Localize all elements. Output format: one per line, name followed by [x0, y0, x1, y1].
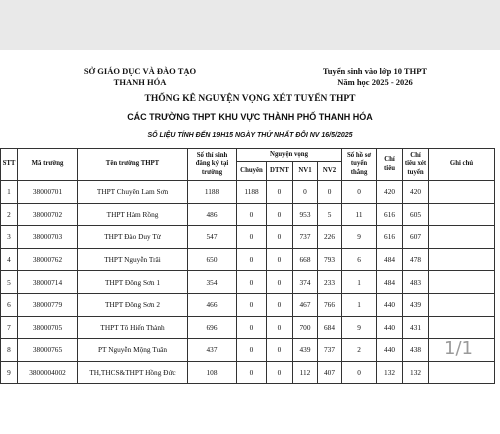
cell-ma: 38000765 — [18, 339, 78, 362]
cell-dangky: 486 — [188, 203, 237, 226]
cell-nv1: 700 — [293, 316, 318, 339]
cell-nv2: 737 — [318, 339, 342, 362]
cell-ma: 38000762 — [18, 248, 78, 271]
table-body — [1, 181, 495, 384]
cell-chitieu: 484 — [377, 248, 403, 271]
cell-ten: THPT Tô Hiến Thành — [78, 316, 188, 339]
cell-ghichu — [429, 226, 495, 249]
cell-chuyen: 0 — [237, 226, 267, 249]
cell-nv2: 684 — [318, 316, 342, 339]
table-row — [1, 271, 495, 294]
cell-chitieu: 484 — [377, 271, 403, 294]
cell-ten: THPT Đông Sơn 2 — [78, 293, 188, 316]
cell-ghichu — [429, 203, 495, 226]
header-quota: Chỉ tiêu — [377, 149, 403, 181]
cell-nv2: 407 — [318, 361, 342, 384]
cell-stt: 4 — [1, 248, 18, 271]
table-row — [1, 361, 495, 384]
cell-chuyen: 0 — [237, 203, 267, 226]
cell-ghichu — [429, 361, 495, 384]
header-registered: Số thí sinh đăng ký tại trường — [188, 149, 237, 181]
cell-xettuyen: 439 — [403, 293, 429, 316]
cell-ma: 38000705 — [18, 316, 78, 339]
cell-nv2: 766 — [318, 293, 342, 316]
cell-stt: 3 — [1, 226, 18, 249]
cell-stt: 6 — [1, 293, 18, 316]
cell-ma: 38000714 — [18, 271, 78, 294]
cell-chuyen: 0 — [237, 316, 267, 339]
data-timestamp-note: SỐ LIỆU TÍNH ĐẾN 19H15 NGÀY THỨ NHẤT ĐỔI NV 16/5/2025 — [147, 132, 353, 139]
cell-nv2: 0 — [318, 181, 342, 204]
cell-ma: 3800004002 — [18, 361, 78, 384]
cell-ten: THPT Đông Sơn 1 — [78, 271, 188, 294]
cell-nv1: 467 — [293, 293, 318, 316]
cell-thang: 2 — [342, 339, 377, 362]
cell-nv1: 439 — [293, 339, 318, 362]
cell-ma: 38000703 — [18, 226, 78, 249]
cell-dangky: 696 — [188, 316, 237, 339]
cell-xettuyen: 132 — [403, 361, 429, 384]
cell-nv1: 112 — [293, 361, 318, 384]
cell-xettuyen: 607 — [403, 226, 429, 249]
cell-dangky: 1188 — [188, 181, 237, 204]
cell-chuyen: 0 — [237, 361, 267, 384]
cell-stt: 7 — [1, 316, 18, 339]
cell-nv1: 374 — [293, 271, 318, 294]
cell-chitieu: 132 — [377, 361, 403, 384]
cell-chuyen: 0 — [237, 248, 267, 271]
statistics-table — [0, 148, 495, 384]
cell-chuyen: 0 — [237, 271, 267, 294]
cell-thang: 1 — [342, 293, 377, 316]
cell-nv1: 0 — [293, 181, 318, 204]
header-school-name: Tên trường THPT — [78, 149, 188, 181]
cell-dangky: 437 — [188, 339, 237, 362]
document-subtitle: CÁC TRƯỜNG THPT KHU VỰC THÀNH PHỐ THANH HÓA — [127, 112, 373, 122]
table-row — [1, 316, 495, 339]
cell-chitieu: 440 — [377, 316, 403, 339]
cell-dangky: 650 — [188, 248, 237, 271]
table-row — [1, 339, 495, 362]
table-row — [1, 248, 495, 271]
cell-thang: 0 — [342, 361, 377, 384]
header-exam-line2: Năm học 2025 - 2026 — [337, 77, 413, 87]
cell-ma: 38000701 — [18, 181, 78, 204]
cell-ghichu — [429, 271, 495, 294]
cell-chitieu: 440 — [377, 293, 403, 316]
cell-ghichu — [429, 293, 495, 316]
cell-stt: 5 — [1, 271, 18, 294]
header-aspirations: Nguyện vọng — [237, 149, 342, 162]
header-agency-line2: THANH HÓA — [113, 77, 167, 87]
cell-chitieu: 616 — [377, 226, 403, 249]
cell-dtnt: 0 — [267, 293, 293, 316]
cell-nv2: 5 — [318, 203, 342, 226]
cell-nv1: 668 — [293, 248, 318, 271]
header-agency — [60, 66, 220, 88]
cell-chitieu: 616 — [377, 203, 403, 226]
cell-dangky: 108 — [188, 361, 237, 384]
cell-ten: THPT Chuyên Lam Sơn — [78, 181, 188, 204]
cell-ma: 38000779 — [18, 293, 78, 316]
cell-dtnt: 0 — [267, 271, 293, 294]
cell-xettuyen: 438 — [403, 339, 429, 362]
cell-stt: 8 — [1, 339, 18, 362]
cell-dtnt: 0 — [267, 361, 293, 384]
header-agency-line1: SỞ GIÁO DỤC VÀ ĐÀO TẠO — [83, 66, 197, 76]
cell-nv2: 226 — [318, 226, 342, 249]
header-school-code: Mã trường — [18, 149, 78, 181]
header-specialized: Chuyên — [237, 162, 267, 181]
cell-xettuyen: 420 — [403, 181, 429, 204]
document-page — [0, 50, 500, 434]
cell-ghichu — [429, 316, 495, 339]
cell-stt: 9 — [1, 361, 18, 384]
header-stt: STT — [1, 149, 18, 181]
page-indicator: 1/1 — [444, 338, 473, 359]
header-nv2: NV2 — [318, 162, 342, 181]
table-row — [1, 226, 495, 249]
cell-thang: 1 — [342, 271, 377, 294]
table-row — [1, 293, 495, 316]
cell-xettuyen: 431 — [403, 316, 429, 339]
cell-xettuyen: 483 — [403, 271, 429, 294]
cell-dangky: 354 — [188, 271, 237, 294]
cell-chitieu: 420 — [377, 181, 403, 204]
cell-ten: PT Nguyễn Mộng Tuân — [78, 339, 188, 362]
cell-ten: THPT Đào Duy Từ — [78, 226, 188, 249]
cell-ten: TH,THCS&THPT Hồng Đức — [78, 361, 188, 384]
header-direct-admission: Số hồ sơ tuyển thẳng — [342, 149, 377, 181]
cell-chuyen: 0 — [237, 293, 267, 316]
cell-xettuyen: 478 — [403, 248, 429, 271]
cell-ghichu — [429, 248, 495, 271]
cell-dtnt: 0 — [267, 203, 293, 226]
cell-thang: 9 — [342, 316, 377, 339]
cell-chitieu: 440 — [377, 339, 403, 362]
cell-dtnt: 0 — [267, 226, 293, 249]
header-admission-quota: Chỉ tiêu xét tuyển — [403, 149, 429, 181]
cell-xettuyen: 605 — [403, 203, 429, 226]
cell-chuyen: 0 — [237, 339, 267, 362]
table-row — [1, 203, 495, 226]
header-dtnt: DTNT — [267, 162, 293, 181]
table-row — [1, 181, 495, 204]
cell-ten: THPT Hàm Rồng — [78, 203, 188, 226]
cell-dangky: 466 — [188, 293, 237, 316]
cell-thang: 0 — [342, 181, 377, 204]
cell-thang: 6 — [342, 248, 377, 271]
cell-dtnt: 0 — [267, 316, 293, 339]
cell-dtnt: 0 — [267, 339, 293, 362]
header-exam-line1: Tuyển sinh vào lớp 10 THPT — [322, 66, 428, 76]
header-exam — [300, 66, 450, 88]
cell-dtnt: 0 — [267, 248, 293, 271]
cell-nv1: 953 — [293, 203, 318, 226]
cell-dtnt: 0 — [267, 181, 293, 204]
cell-dangky: 547 — [188, 226, 237, 249]
cell-stt: 2 — [1, 203, 18, 226]
cell-thang: 9 — [342, 226, 377, 249]
cell-ghichu — [429, 181, 495, 204]
cell-ma: 38000702 — [18, 203, 78, 226]
header-notes: Ghi chú — [429, 149, 495, 181]
cell-thang: 11 — [342, 203, 377, 226]
cell-nv2: 233 — [318, 271, 342, 294]
document-title: THỐNG KÊ NGUYỆN VỌNG XÉT TUYỂN THPT — [144, 94, 356, 104]
cell-nv2: 793 — [318, 248, 342, 271]
cell-chuyen: 1188 — [237, 181, 267, 204]
header-nv1: NV1 — [293, 162, 318, 181]
cell-stt: 1 — [1, 181, 18, 204]
cell-ten: THPT Nguyễn Trãi — [78, 248, 188, 271]
cell-nv1: 737 — [293, 226, 318, 249]
